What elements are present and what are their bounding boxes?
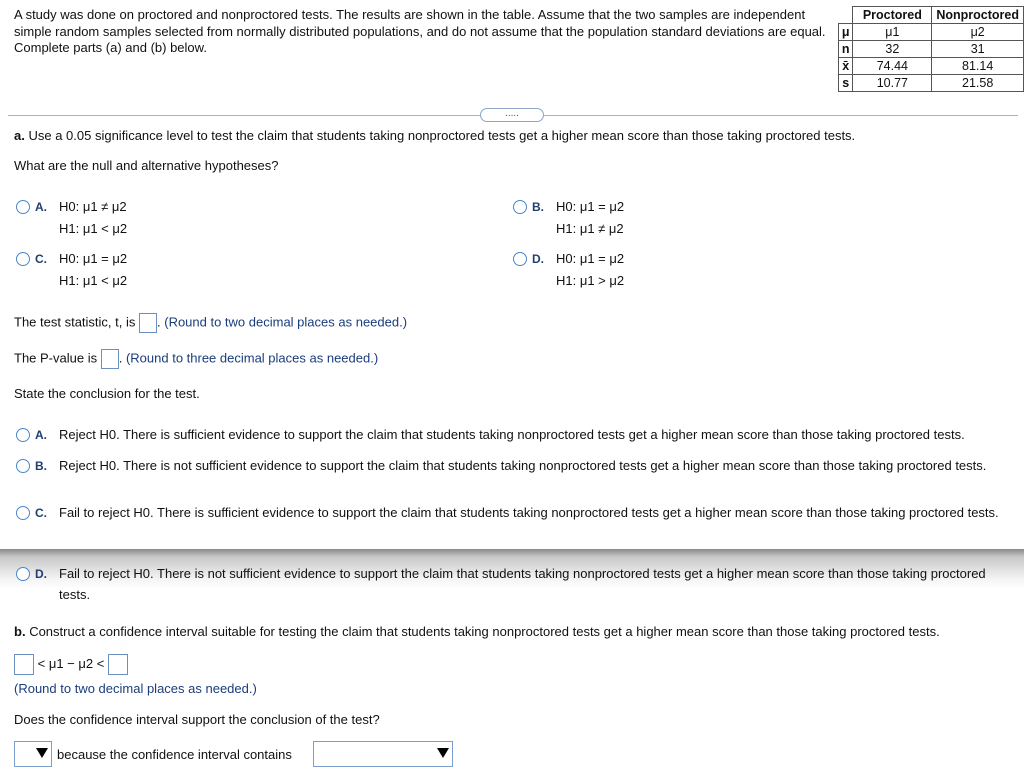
row-label-mu: μ <box>839 24 853 41</box>
pvalue-label: The P-value is <box>14 350 98 366</box>
part-b-label: b. <box>14 624 26 639</box>
hyp-option-b-letter: B. <box>532 200 544 214</box>
conclusion-c-radio[interactable] <box>16 506 30 520</box>
part-b-prompt <box>14 624 940 639</box>
conclusion-c-letter: C. <box>35 506 47 520</box>
contains-dropdown[interactable] <box>313 741 453 767</box>
hyp-option-c-radio[interactable] <box>16 252 30 266</box>
header-proctored: Proctored <box>853 7 932 24</box>
test-statistic-row: The test statistic, t, is . (Round to two decimal places as needed.) <box>14 313 407 333</box>
hypotheses-question: What are the null and alternative hypotheses? <box>14 158 279 173</box>
conclusion-a-letter: A. <box>35 428 47 442</box>
hyp-option-a-h0: H0: μ1 ≠ μ2 <box>59 199 127 214</box>
chevron-down-icon <box>437 748 449 758</box>
conclusion-a-text[interactable]: Reject H0. There is sufficient evidence to support the claim that students taking nonproctored tests get a higher mean score than those taking proctored tests. <box>59 427 965 442</box>
test-statistic-input[interactable] <box>139 313 157 333</box>
support-dropdown[interactable] <box>14 741 52 767</box>
cell-s-2: 21.58 <box>932 75 1024 92</box>
pvalue-hint: (Round to three decimal places as needed.) <box>125 350 379 366</box>
support-question: Does the confidence interval support the conclusion of the test? <box>14 712 380 727</box>
interval-row <box>14 654 128 675</box>
pvalue-row: The P-value is . (Round to three decimal places as needed.) <box>14 349 378 369</box>
problem-intro: A study was done on proctored and nonproctored tests. The results are shown in the table. Assume that the two samples are independent simple random samples selected from normally distributed populations, and do not assume that the population standard deviations are equal. Complete parts (a) and (b) below. <box>14 7 826 55</box>
conclusion-d-radio[interactable] <box>16 567 30 581</box>
cell-xbar-2: 81.14 <box>932 58 1024 75</box>
cell-xbar-1: 74.44 <box>853 58 932 75</box>
part-a-prompt <box>14 128 855 143</box>
interval-expression: < μ1 − μ2 < <box>37 655 105 671</box>
cell-mu-1: μ1 <box>853 24 932 41</box>
hyp-option-d-letter: D. <box>532 252 544 266</box>
hyp-option-b-h1: H1: μ1 ≠ μ2 <box>556 221 624 236</box>
hyp-option-c-letter: C. <box>35 252 47 266</box>
conclusion-b-text[interactable]: Reject H0. There is not sufficient evidence to support the claim that students taking nonproctored tests get a higher mean score than those taking proctored tests. <box>59 458 987 473</box>
interval-lower-input[interactable] <box>14 654 34 675</box>
hyp-option-c-h0: H0: μ1 = μ2 <box>59 251 128 266</box>
hyp-option-b[interactable] <box>556 196 624 240</box>
row-label-s: s <box>839 75 853 92</box>
conclusion-a-radio[interactable] <box>16 428 30 442</box>
interval-hint: (Round to two decimal places as needed.) <box>14 681 257 696</box>
cell-n-2: 31 <box>932 41 1024 58</box>
conclusion-prompt: State the conclusion for the test. <box>14 386 200 401</box>
test-statistic-label: The test statistic, t, is <box>14 314 136 330</box>
interval-upper-input[interactable] <box>108 654 128 675</box>
cell-n-1: 32 <box>853 41 932 58</box>
hyp-option-d-h0: H0: μ1 = μ2 <box>556 251 625 266</box>
conclusion-c-text[interactable]: Fail to reject H0. There is sufficient evidence to support the claim that students taking nonproctored tests get a higher mean score than those taking proctored tests. <box>59 505 999 520</box>
expand-button[interactable]: ..... <box>480 108 544 122</box>
hyp-option-a-letter: A. <box>35 200 47 214</box>
conclusion-d-letter: D. <box>35 567 47 581</box>
hyp-option-a[interactable] <box>59 196 127 240</box>
hyp-option-c-h1: H1: μ1 < μ2 <box>59 273 128 288</box>
hyp-option-b-h0: H0: μ1 = μ2 <box>556 199 625 214</box>
cell-s-1: 10.77 <box>853 75 932 92</box>
hyp-option-a-radio[interactable] <box>16 200 30 214</box>
hyp-option-a-h1: H1: μ1 < μ2 <box>59 221 128 236</box>
header-nonproctored: Nonproctored <box>932 7 1024 24</box>
conclusion-b-radio[interactable] <box>16 459 30 473</box>
part-b-text: Construct a confidence interval suitable for testing the claim that students taking nonproctored tests get a higher mean score than those taking proctored tests. <box>29 624 940 639</box>
hyp-option-d-radio[interactable] <box>513 252 527 266</box>
pvalue-input[interactable] <box>101 349 119 369</box>
conclusion-b-letter: B. <box>35 459 47 473</box>
row-label-xbar: x̄ <box>839 58 853 75</box>
row-label-n: n <box>839 41 853 58</box>
test-statistic-hint: (Round to two decimal places as needed.) <box>164 314 408 330</box>
conclusion-d-text[interactable]: Fail to reject H0. There is not sufficient evidence to support the claim that students taking nonproctored tests get a higher mean score than those taking proctored tests. <box>59 566 986 602</box>
sample-data-table <box>838 6 1024 92</box>
because-text: because the confidence interval contains <box>57 747 292 762</box>
chevron-down-icon <box>36 748 48 758</box>
hyp-option-b-radio[interactable] <box>513 200 527 214</box>
cell-mu-2: μ2 <box>932 24 1024 41</box>
hyp-option-d[interactable] <box>556 248 624 292</box>
part-a-text: Use a 0.05 significance level to test the claim that students taking nonproctored tests get a higher mean score than those taking proctored tests. <box>28 128 856 143</box>
hyp-option-c[interactable] <box>59 248 127 292</box>
hyp-option-d-h1: H1: μ1 > μ2 <box>556 273 625 288</box>
part-a-label: a. <box>14 128 25 143</box>
